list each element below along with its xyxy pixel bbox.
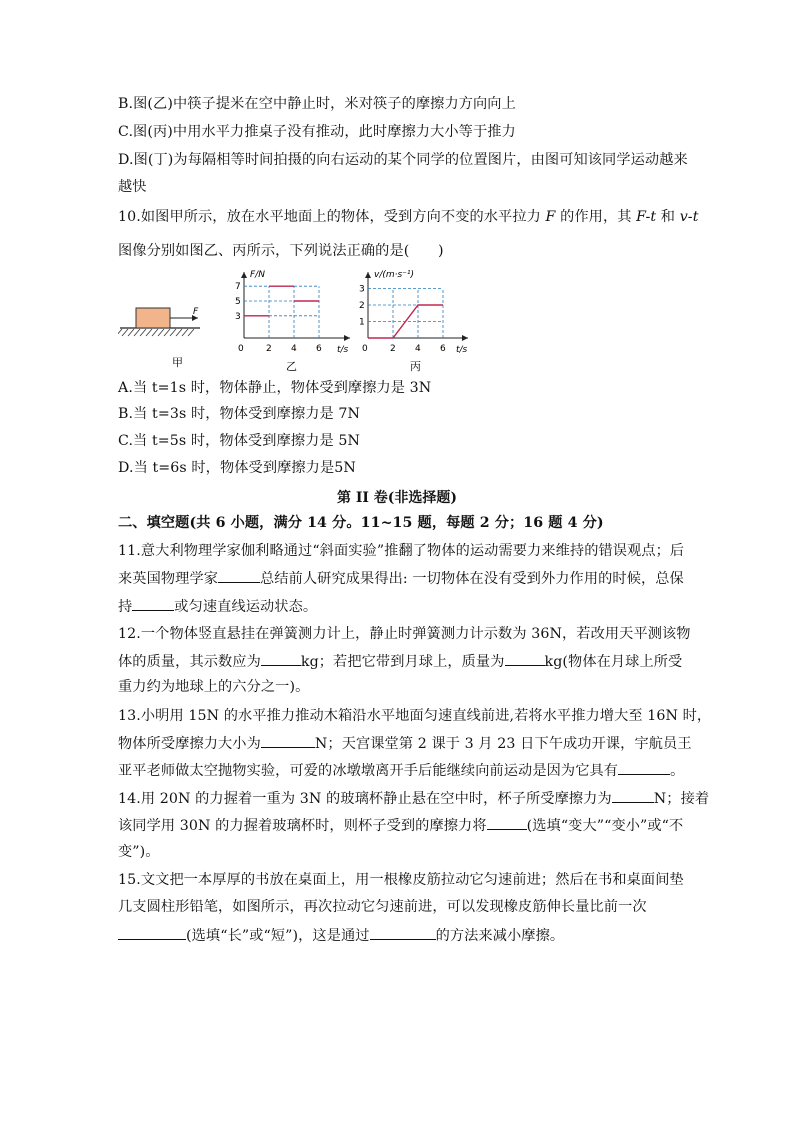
hatch-stroke xyxy=(176,329,182,336)
q11-text-4: 或匀速直线运动状态。 xyxy=(174,599,318,615)
question-12-line2 xyxy=(118,651,682,672)
q10-F-symbol: F xyxy=(545,209,556,225)
option-9b: B.图(乙)中筷子提米在空中静止时，米对筷子的摩擦力方向向上 xyxy=(118,96,516,112)
question-15-line2: 几支圆柱形铅笔，如图所示，再次拉动它匀速前进，可以发现橡皮筋伸长量比前一次 xyxy=(118,899,647,915)
question-10-line2: 图像分别如图乙、丙所示，下列说法正确的是( ) xyxy=(118,243,444,259)
option-10c: C.当 t=5s 时，物体受到摩擦力是 5N xyxy=(118,433,360,449)
yi-y-axis-label: F/N xyxy=(250,270,265,280)
q11-blank-1[interactable] xyxy=(218,568,260,583)
bing-y-arrow xyxy=(365,272,371,278)
bing-plot-area xyxy=(359,285,446,355)
label-bing: 丙 xyxy=(410,360,421,373)
question-14-line2 xyxy=(118,815,683,836)
hatch-stroke xyxy=(140,329,146,336)
hatch-stroke xyxy=(170,329,176,336)
bing-x-tick-label: 4 xyxy=(415,344,421,354)
q13-blank-2[interactable] xyxy=(618,760,670,775)
question-15-line1: 15.文文把一本厚厚的书放在桌面上，用一根橡皮筋拉动它匀速前进；然后在书和桌面间垫 xyxy=(118,872,684,888)
bing-y-tick-label: 1 xyxy=(359,317,365,328)
q12-blank-2[interactable] xyxy=(505,651,545,666)
question-13-line1: 13.小明用 15N 的水平推力推动木箱沿水平地面匀速直线前进,若将水平推力增大至 16N 时， xyxy=(118,708,712,724)
option-10b: B.当 t=3s 时，物体受到摩擦力是 7N xyxy=(118,406,361,422)
option-9d-line1: D.图(丁)为每隔相等时间拍摄的向右运动的某个同学的位置图片，由图可知该同学运动越来 xyxy=(118,152,688,168)
object-box xyxy=(136,308,170,328)
label-yi: 乙 xyxy=(286,360,297,373)
q12-text-2: kg；若把它带到月球上，质量为 xyxy=(300,654,505,670)
q12-text-1: 体的质量，其示数应为 xyxy=(118,654,261,670)
bing-y-tick-label: 3 xyxy=(359,284,365,295)
q10-Ft-symbol: F-t xyxy=(636,209,657,225)
option-10a: A.当 t=1s 时，物体静止，物体受到摩擦力是 3N xyxy=(118,380,432,396)
q14-text-4: (选填“变大”“变小”或“不 xyxy=(526,818,684,834)
bing-y-tick-label: 2 xyxy=(359,301,365,311)
bing-x-arrow xyxy=(462,335,468,341)
yi-x-axis-label: t/s xyxy=(337,345,349,355)
force-label: F xyxy=(193,307,199,317)
question-11-line1: 11.意大利物理学家伽利略通过“斜面实验”推翻了物体的运动需要力来维持的错误观点；后 xyxy=(118,543,685,559)
question-11-line3 xyxy=(118,596,317,617)
yi-plot-area xyxy=(235,282,322,354)
bing-y-axis-label: v/(m·s⁻¹) xyxy=(374,270,415,280)
yi-x-arrow xyxy=(344,335,350,341)
bing-x-tick-label: 6 xyxy=(440,344,446,354)
q14-text-3: 该同学用 30N 的力握着玻璃杯时，则杯子受到的摩擦力将 xyxy=(118,818,487,834)
question-10-figure xyxy=(118,262,498,380)
option-9d-line2: 越快 xyxy=(118,179,147,195)
hatch-stroke xyxy=(158,329,164,336)
question-12-line3: 重力约为地球上的六分之一)。 xyxy=(118,679,310,695)
question-13-line2 xyxy=(118,733,692,754)
yi-x-tick-label: 2 xyxy=(266,344,272,354)
bing-x-tick-label: 2 xyxy=(390,344,396,354)
q11-text-3: 持 xyxy=(118,599,133,615)
q11-text-1: 来英国物理学家 xyxy=(118,571,219,587)
q11-text-2: 总结前人研究成果得出: 一切物体在没有受到外力作用的时候，总保 xyxy=(260,571,684,587)
q14-blank-1[interactable] xyxy=(612,788,654,803)
yi-x-tick-label: 4 xyxy=(291,344,297,354)
hatch-stroke xyxy=(146,329,152,336)
ground-hatching xyxy=(118,329,194,336)
label-jia: 甲 xyxy=(172,356,183,369)
bing-origin-label: 0 xyxy=(362,344,368,354)
q14-blank-2[interactable] xyxy=(487,815,527,830)
yi-y-tick-label: 3 xyxy=(235,311,241,322)
option-9c: C.图(丙)中用水平力推桌子没有推动，此时摩擦力大小等于推力 xyxy=(118,124,516,140)
section-title: 第 II 卷(非选择题) xyxy=(336,490,458,506)
hatch-stroke xyxy=(182,329,188,336)
q13-text-4: 。 xyxy=(670,763,685,779)
q13-text-3: 亚平老师做太空抛物实验，可爱的冰墩墩离开手后能继续向前运动是因为它具有 xyxy=(118,763,619,779)
q15-text-1: (选填“长”或“短”)，这是通过 xyxy=(186,928,370,944)
q10-text-3: 和 xyxy=(656,209,680,225)
graph-bing xyxy=(359,270,468,373)
yi-y-tick-label: 7 xyxy=(235,282,241,293)
question-14-line1 xyxy=(118,788,709,809)
q14-text-2: N；接着 xyxy=(653,791,710,807)
question-12-line1: 12.一个物体竖直悬挂在弹簧测力计上，静止时弹簧测力计示数为 36N，若改用天平测该物 xyxy=(118,626,691,642)
q15-blank-2[interactable] xyxy=(370,925,436,940)
part-two-heading: 二、填空题(共 6 小题，满分 14 分。11~15 题，每题 2 分；16 题 4 分) xyxy=(118,515,604,531)
yi-y-arrow xyxy=(241,272,247,278)
q10-text-1: 10.如图甲所示，放在水平地面上的物体，受到方向不变的水平拉力 xyxy=(118,209,546,225)
yi-origin-label: 0 xyxy=(238,344,244,354)
q15-blank-1[interactable] xyxy=(118,925,186,940)
hatch-stroke xyxy=(152,329,158,336)
q11-blank-2[interactable] xyxy=(132,596,174,611)
hatch-stroke xyxy=(128,329,134,336)
question-10-line1 xyxy=(118,207,699,227)
option-10d: D.当 t=6s 时，物体受到摩擦力是5N xyxy=(118,460,356,476)
question-11-line2 xyxy=(118,568,684,589)
question-15-line3 xyxy=(118,925,564,946)
q10-text-2: 的作用，其 xyxy=(555,209,637,225)
q13-blank-1[interactable] xyxy=(261,733,315,748)
q13-text-2: N；天宫课堂第 2 课于 3 月 23 日下午成功开课，宇航员王 xyxy=(314,736,692,752)
hatch-stroke xyxy=(122,329,128,336)
hatch-stroke xyxy=(188,329,194,336)
bing-x-axis-label: t/s xyxy=(456,345,468,355)
hatch-stroke xyxy=(164,329,170,336)
question-13-line3 xyxy=(118,760,684,781)
diagram-jia xyxy=(118,307,200,369)
graph-yi xyxy=(235,270,350,373)
q10-vt-symbol: v-t xyxy=(679,209,699,225)
yi-y-tick-label: 5 xyxy=(235,297,241,307)
q12-text-3: kg(物体在月球上所受 xyxy=(544,654,683,670)
q15-text-2: 的方法来减小摩擦。 xyxy=(435,928,565,944)
q12-blank-1[interactable] xyxy=(261,651,301,666)
q14-text-1: 14.用 20N 的力握着一重为 3N 的玻璃杯静止悬在空中时，杯子所受摩擦力为 xyxy=(118,791,612,807)
q13-text-1: 物体所受摩擦力大小为 xyxy=(118,736,261,752)
hatch-stroke xyxy=(118,329,122,336)
yi-x-tick-label: 6 xyxy=(316,344,322,354)
hatch-stroke xyxy=(134,329,140,336)
question-14-line3: 变”)。 xyxy=(118,844,160,860)
